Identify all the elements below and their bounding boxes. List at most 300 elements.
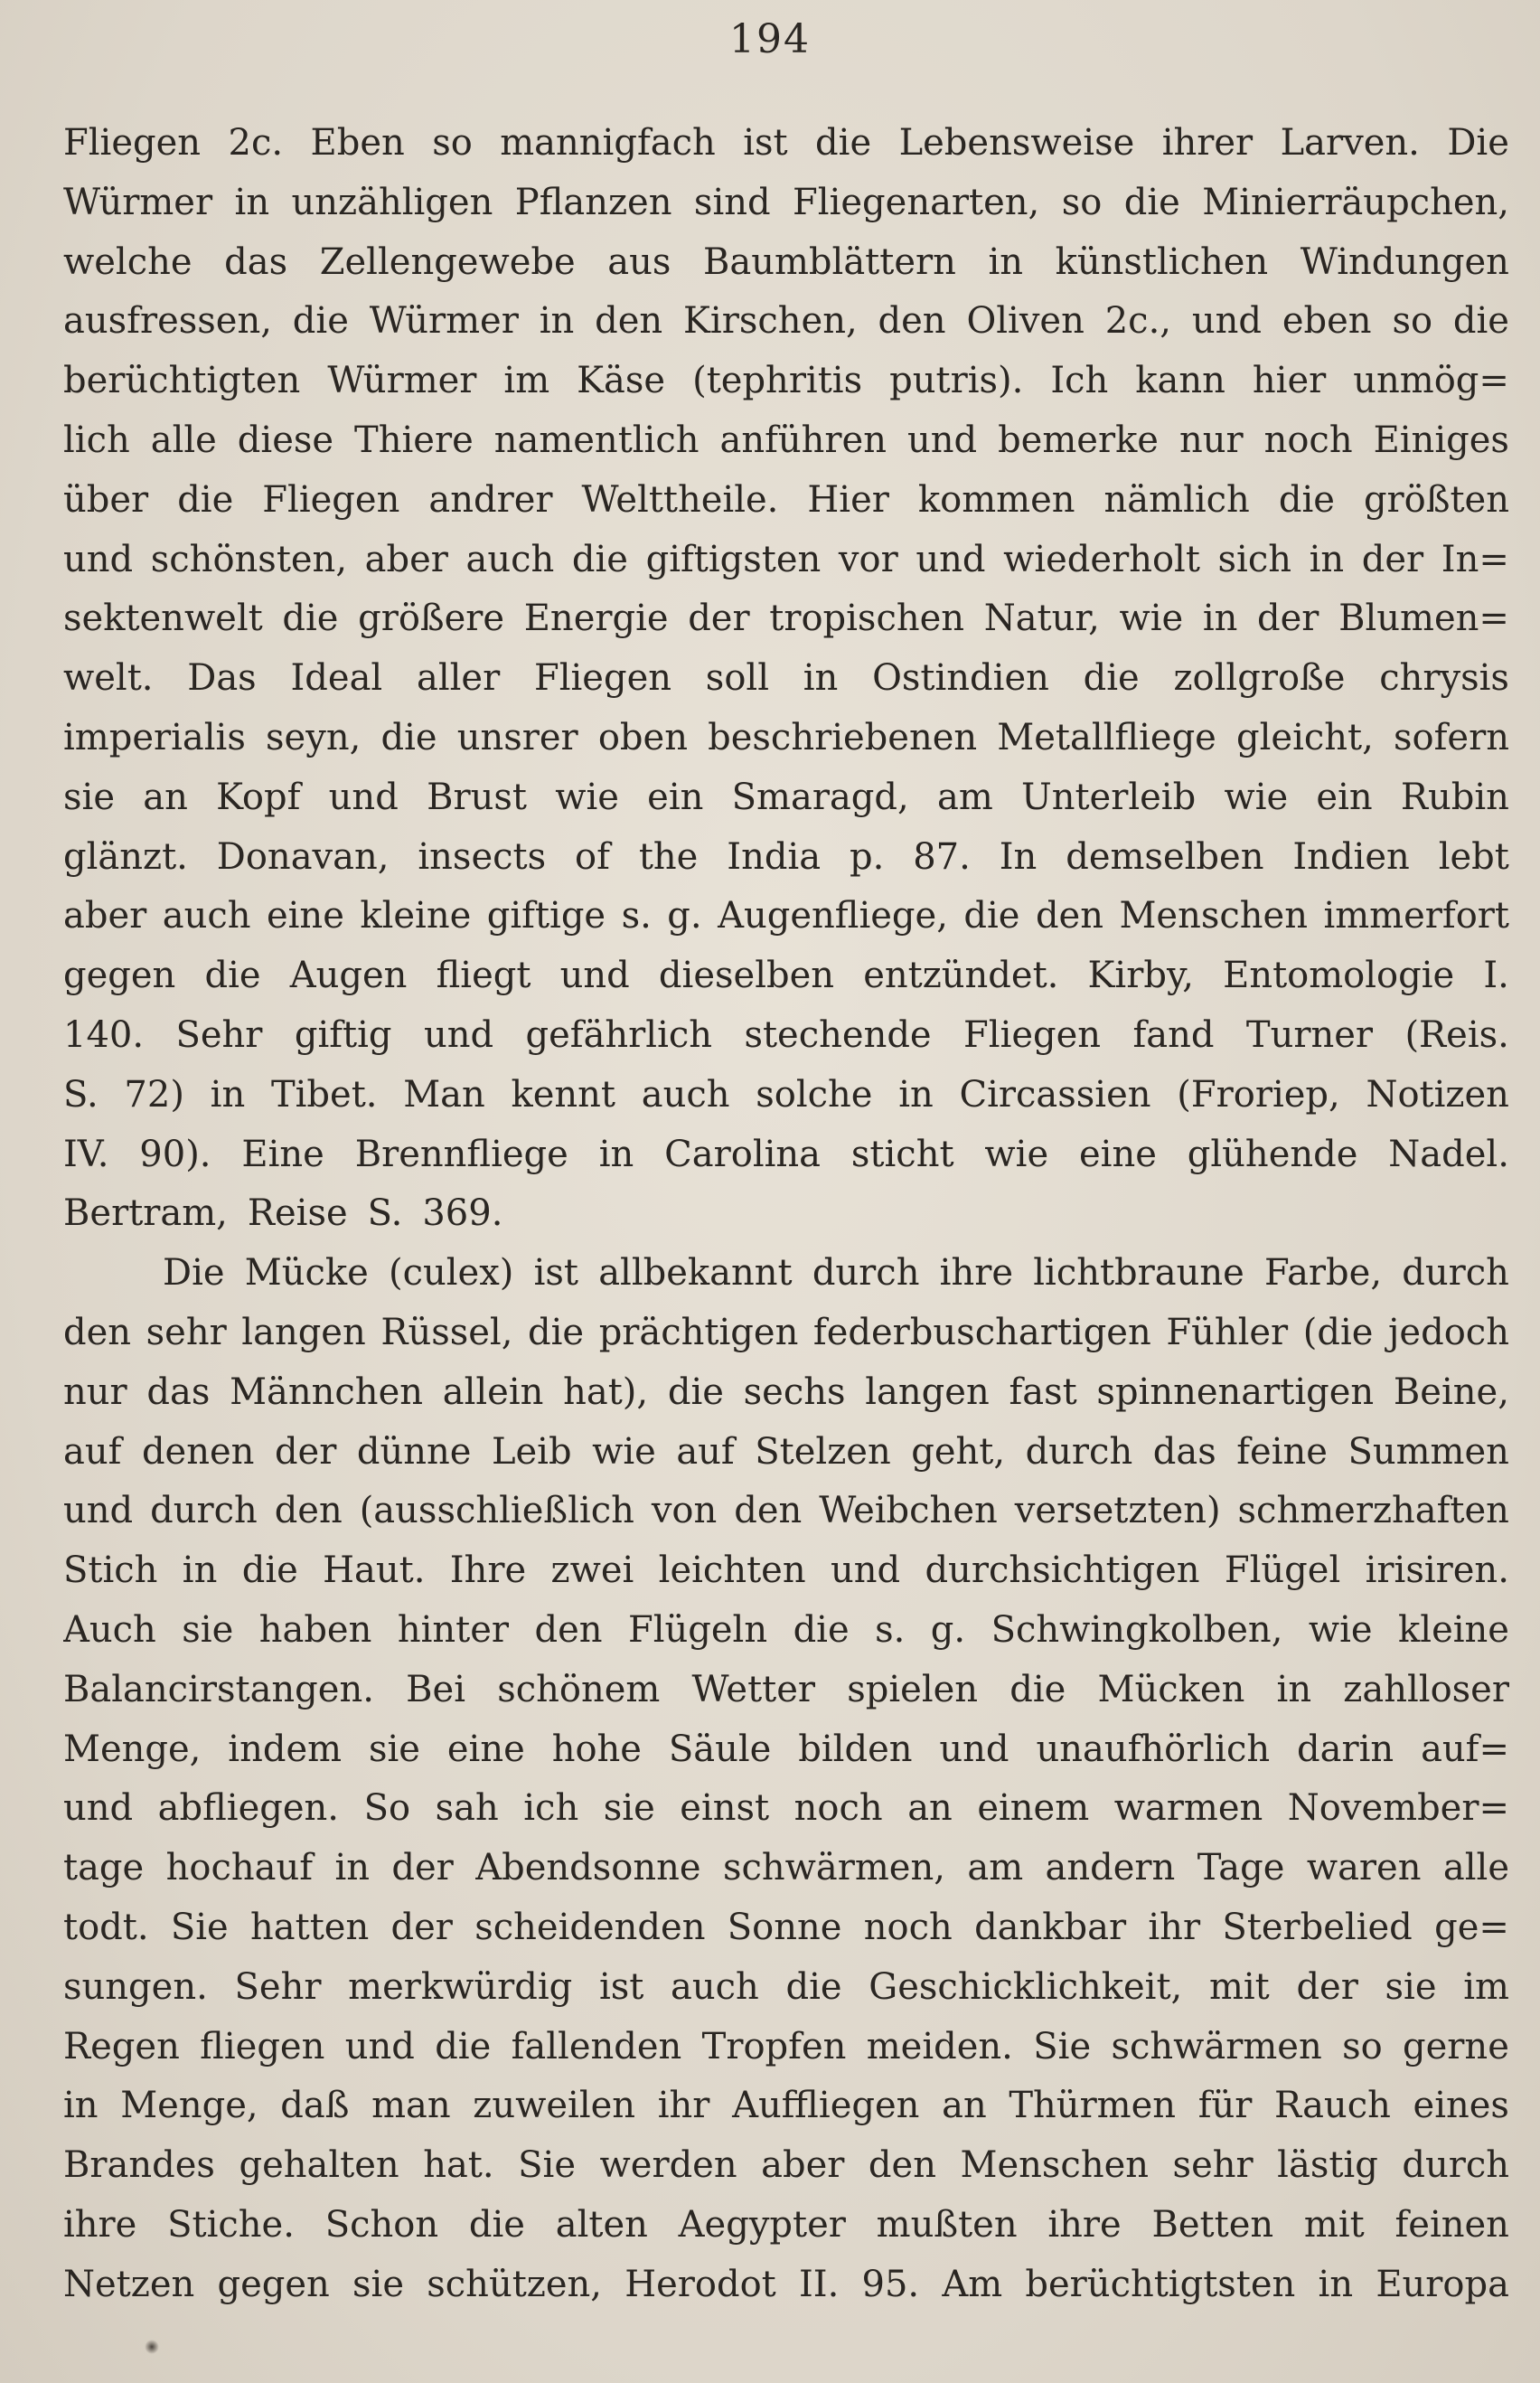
word: sektenwelt (63, 598, 263, 640)
word: Blumen= (1338, 598, 1509, 640)
word: Würmer (327, 360, 477, 402)
word: Einiges (1373, 419, 1509, 461)
word: in (234, 181, 270, 223)
word: ge= (1434, 1906, 1509, 1948)
word: die (282, 598, 339, 640)
word: daß (280, 2085, 350, 2127)
word: todt. (63, 1906, 149, 1948)
word: Menschen (1119, 895, 1308, 937)
word: Natur, (983, 598, 1100, 640)
word: zahlloser (1343, 1668, 1509, 1710)
word: (die (1302, 1311, 1374, 1353)
word: Kirschen, (683, 300, 858, 343)
word: durch (1402, 2144, 1509, 2187)
word: sofern (1394, 716, 1509, 758)
word: ist (743, 122, 788, 164)
word: alle (1442, 1847, 1509, 1889)
word: Lebensweise (898, 122, 1135, 164)
word: die (1452, 300, 1509, 343)
word: sie (352, 2263, 405, 2305)
text-line (63, 2264, 1509, 2323)
word: glänzt. (63, 835, 188, 878)
word: Menge, (120, 2085, 258, 2127)
word: giftige (486, 895, 606, 937)
word: die (1123, 181, 1180, 223)
word: solche (756, 1073, 873, 1116)
word: Farbe, (1264, 1252, 1383, 1295)
word: Fliegen (262, 478, 400, 521)
word: Turner (1245, 1013, 1374, 1056)
word: seyn, (266, 716, 362, 758)
word: soll (705, 657, 769, 700)
word: Unterleib (1021, 776, 1197, 818)
word: spielen (847, 1668, 979, 1710)
word: giftigsten (645, 538, 822, 580)
text-line (63, 2085, 1509, 2144)
text-line (63, 1787, 1509, 1847)
word: der (1296, 1965, 1358, 2008)
text-line (63, 836, 1509, 896)
word: und (63, 1490, 134, 1532)
word: aller (416, 657, 501, 700)
word: Tibet. (270, 1073, 378, 1116)
word: das (224, 240, 288, 283)
word: auf= (1421, 1728, 1509, 1770)
word: den (63, 1311, 132, 1353)
word: fliegt (436, 955, 531, 997)
text-line (63, 2204, 1509, 2264)
word: den (595, 300, 663, 343)
word: Eine (241, 1133, 324, 1175)
word: haben (258, 1608, 372, 1651)
word: Augen (289, 955, 408, 997)
word: sticht (850, 1133, 954, 1175)
word: s. (621, 895, 652, 937)
word: (ausschließlich (359, 1490, 634, 1532)
body-text (63, 122, 1509, 2322)
word: 2c., (1104, 300, 1171, 343)
word: Fliegenarten, (793, 181, 1040, 223)
word: 2c. (228, 122, 284, 164)
word: fallenden (511, 2025, 682, 2067)
word: wie (1224, 776, 1289, 818)
word: alten (555, 2203, 648, 2246)
word: dankbar (974, 1906, 1127, 1948)
word: kennt (511, 1073, 616, 1116)
word: bemerke (998, 419, 1159, 461)
word: auch (671, 1965, 759, 2008)
word: Bei (406, 1668, 465, 1710)
word: so (432, 122, 473, 164)
word: in (598, 1133, 634, 1175)
text-line (63, 300, 1509, 360)
word: wie (984, 1133, 1049, 1175)
word: imperialis (63, 716, 246, 758)
word: (Reis. (1404, 1013, 1509, 1056)
word: sungen. (63, 1965, 208, 2008)
word: s. (875, 1608, 906, 1651)
text-line (63, 598, 1509, 657)
word: lebt (1438, 835, 1509, 878)
word: an (907, 1787, 953, 1830)
word: in (1318, 2263, 1354, 2305)
word: der (688, 598, 750, 640)
word: g. (667, 895, 702, 937)
word: und (830, 1549, 901, 1592)
word: Man (403, 1073, 485, 1116)
word: größere (358, 598, 505, 640)
word: sie (603, 1787, 655, 1830)
word: und (63, 538, 134, 580)
word: Geschicklichkeit, (869, 1965, 1183, 2008)
text-line (63, 1847, 1509, 1907)
word: mit (1208, 1965, 1270, 2008)
word: den (274, 1490, 343, 1532)
word: in (63, 2085, 99, 2127)
word: am (936, 776, 993, 818)
word: den (534, 1608, 603, 1651)
word: auf (63, 1430, 122, 1473)
word: in (803, 657, 839, 700)
word: Mücke (244, 1252, 369, 1295)
word: in (1309, 538, 1345, 580)
word: tropischen (769, 598, 965, 640)
word: Circassien (959, 1073, 1151, 1116)
word: schützen, (427, 2263, 602, 2305)
word: gerne (1403, 2025, 1509, 2067)
word: S. (63, 1073, 99, 1116)
word: auch (465, 538, 555, 580)
word: November= (1287, 1787, 1509, 1830)
word: hinter (397, 1608, 510, 1651)
word: der (1257, 598, 1319, 640)
text-line (63, 2026, 1509, 2086)
word: Brandes (63, 2144, 215, 2187)
word: unzähligen (291, 181, 493, 223)
word: fliegen (200, 2025, 325, 2067)
text-line (63, 777, 1509, 836)
word: und (328, 776, 399, 818)
text-line (63, 1907, 1509, 1966)
word: berüchtigten (63, 360, 301, 402)
word: eine (266, 895, 344, 937)
word: Beine, (1393, 1370, 1509, 1413)
word: Stich (63, 1549, 158, 1592)
word: Minierräupchen, (1202, 181, 1509, 223)
word: schönem (497, 1668, 661, 1710)
word: in (988, 240, 1024, 283)
text-line (63, 1252, 1509, 1312)
word: sehr (1172, 2144, 1254, 2187)
word: die (815, 122, 872, 164)
word: lästig (1277, 2144, 1378, 2187)
word: Betten (1151, 2203, 1274, 2246)
word: aber (364, 538, 448, 580)
word: fast (1009, 1370, 1077, 1413)
word: p. (849, 835, 885, 878)
word: Sehr (234, 1965, 322, 2008)
word: Netzen (63, 2263, 195, 2305)
word: Auch (63, 1608, 156, 1651)
word: sie (368, 1728, 420, 1770)
word: Flügel (1224, 1549, 1341, 1592)
word: kleine (360, 895, 472, 937)
word: ein (647, 776, 704, 818)
text-line (63, 717, 1509, 777)
word: darin (1297, 1728, 1394, 1770)
word: geht, (911, 1430, 1006, 1473)
word: chrysis (1379, 657, 1509, 700)
word: eine (446, 1728, 525, 1770)
text-line (63, 122, 1509, 182)
word: den (734, 1490, 803, 1532)
word: das (146, 1370, 211, 1413)
word: wie (555, 776, 619, 818)
word: in (210, 1073, 246, 1116)
word: welt. (63, 657, 154, 700)
word: waren (1306, 1847, 1422, 1889)
word: Kirby, (1087, 955, 1194, 997)
word: den (1035, 895, 1103, 937)
word: wie (1119, 598, 1184, 640)
word: meiden. (866, 2025, 1013, 2067)
word: Die (1447, 122, 1509, 164)
word: in (334, 1847, 370, 1889)
word: dünne (356, 1430, 472, 1473)
word: 90). (139, 1133, 211, 1175)
word: in (1276, 1668, 1312, 1710)
word: wie (1308, 1608, 1373, 1651)
word: mannigfach (500, 122, 716, 164)
word: g. (930, 1608, 966, 1651)
word: anführen (719, 419, 887, 461)
word: die (667, 1370, 724, 1413)
word: sie (63, 776, 115, 818)
word: stechende (744, 1013, 932, 1056)
word: versetzten) (1014, 1490, 1221, 1532)
word: ist (533, 1252, 578, 1295)
word: in (539, 300, 575, 343)
word: ist (598, 1965, 644, 2008)
word: nur (1178, 419, 1244, 461)
word: unaufhörlich (1036, 1728, 1271, 1770)
word: Carolina (664, 1133, 822, 1175)
word: I. (1483, 955, 1509, 997)
word: Würmer (369, 300, 519, 343)
word: giftig (294, 1013, 392, 1056)
word: Thiere (354, 419, 474, 461)
word: Nadel. (1388, 1133, 1509, 1175)
word: ihr (1148, 1906, 1201, 1948)
word: Säule (668, 1728, 772, 1770)
word: allbekannt (598, 1252, 793, 1295)
word: künstlichen (1055, 240, 1269, 283)
word: Larven. (1280, 122, 1420, 164)
word: ihre (939, 1252, 1014, 1295)
word: gefährlich (525, 1013, 713, 1056)
word: Fliegen (963, 1013, 1102, 1056)
word: die (528, 1311, 585, 1353)
word: Smaragd, (731, 776, 909, 818)
word: durch (1402, 1252, 1509, 1295)
word: ihrer (1161, 122, 1254, 164)
word: Wetter (691, 1668, 816, 1710)
word: S. (367, 1192, 403, 1235)
text-line (63, 360, 1509, 419)
word: Tropfen (701, 2025, 847, 2067)
word: denen (141, 1430, 255, 1473)
word: vor (838, 538, 898, 580)
word: hochauf (165, 1847, 314, 1889)
word: prächtigen (598, 1311, 799, 1353)
word: einem (977, 1787, 1090, 1830)
word: den (868, 2144, 936, 2187)
text-line (63, 1192, 1509, 1252)
word: warmen (1113, 1787, 1263, 1830)
word: indem (228, 1728, 343, 1770)
word: hier (1252, 360, 1327, 402)
word: und (63, 1787, 134, 1830)
word: Aegypter (678, 2203, 846, 2246)
word: Brennfliege (354, 1133, 568, 1175)
word: lichtbraune (1033, 1252, 1244, 1295)
word: Rüssel, (380, 1311, 513, 1353)
word: Donavan, (216, 835, 390, 878)
word: die (177, 478, 234, 521)
word: die (468, 2203, 525, 2246)
page-number: 194 (729, 16, 811, 62)
word: in (898, 1073, 934, 1116)
word: die (435, 2025, 492, 2067)
word: Balancirstangen. (63, 1668, 374, 1710)
word: hohe (551, 1728, 642, 1770)
word: In= (1441, 538, 1509, 580)
word: Augenfliege, (718, 895, 948, 937)
word: scheidenden (474, 1906, 706, 1948)
word: Eben (310, 122, 405, 164)
word: Thürmen (1009, 2085, 1177, 2127)
word: 95. (861, 2263, 920, 2305)
word: so (1342, 2025, 1383, 2067)
word: Pflanzen (514, 181, 672, 223)
word: auch (162, 895, 251, 937)
word: India (727, 835, 822, 878)
word: (tephritis (692, 360, 863, 402)
word: Weibchen (819, 1490, 998, 1532)
text-line (63, 1074, 1509, 1134)
word: Das (187, 657, 257, 700)
word: schmerzhaften (1237, 1490, 1509, 1532)
word: irisiren. (1365, 1549, 1509, 1592)
word: ihre (63, 2203, 137, 2246)
word: am (967, 1847, 1024, 1889)
word: ihr (657, 2085, 710, 2127)
word: Flügeln (627, 1608, 768, 1651)
word: ihre (1047, 2203, 1122, 2246)
word: aber (761, 2144, 845, 2187)
text-line (63, 1728, 1509, 1788)
word: Tage (1197, 1847, 1285, 1889)
word: spinnenartigen (1096, 1370, 1375, 1413)
word: II. (798, 2263, 840, 2305)
word: der (390, 1906, 453, 1948)
word: ich (523, 1787, 579, 1830)
word: Bertram, (63, 1192, 228, 1235)
word: gegen (217, 2263, 330, 2305)
text-line (63, 241, 1509, 301)
word: (Froriep, (1177, 1073, 1340, 1116)
text-line (63, 1609, 1509, 1669)
word: noch (793, 1787, 883, 1830)
word: Stelzen (755, 1430, 891, 1473)
word: Sie (170, 1906, 229, 1948)
word: sehr (146, 1311, 227, 1353)
word: Ideal (290, 657, 383, 700)
word: mit (1303, 2203, 1365, 2246)
word: werden (599, 2144, 737, 2187)
word: alle (150, 419, 217, 461)
word: schönsten, (150, 538, 348, 580)
word: langen (865, 1370, 990, 1413)
word: 369. (422, 1192, 503, 1235)
word: der (391, 1847, 454, 1889)
text-line (63, 1966, 1509, 2026)
word: Oliven (966, 300, 1085, 343)
word: im (1463, 1965, 1509, 2008)
word: in (182, 1549, 218, 1592)
word: 87. (913, 835, 971, 878)
word: durchsichtigen (925, 1549, 1200, 1592)
word: fand (1132, 1013, 1215, 1056)
text-line (63, 182, 1509, 241)
word: so (1061, 181, 1103, 223)
word: Welttheile. (581, 478, 779, 521)
word: das (1152, 1430, 1216, 1473)
word: Rubin (1400, 776, 1509, 818)
word: eben (1282, 300, 1372, 343)
word: die (241, 1549, 298, 1592)
word: Sie (518, 2144, 576, 2187)
word: größten (1363, 478, 1509, 521)
word: 140. (63, 1013, 145, 1056)
word: beschriebenen (708, 716, 978, 758)
word: zwei (550, 1549, 634, 1592)
word: kleine (1398, 1608, 1509, 1651)
word: Sie (1033, 2025, 1092, 2067)
word: Menge, (63, 1728, 202, 1770)
word: Ich (1050, 360, 1109, 402)
word: Baumblättern (703, 240, 956, 283)
word: Windungen (1300, 240, 1509, 283)
word: andern (1045, 1847, 1176, 1889)
word: die (785, 1965, 842, 2008)
word: nur (63, 1370, 127, 1413)
word: auch (641, 1073, 730, 1116)
word: merkwürdig (348, 1965, 573, 2008)
word: Würmer (63, 181, 213, 223)
word: putris). (889, 360, 1024, 402)
word: und (916, 538, 986, 580)
word: noch (863, 1906, 953, 1948)
word: feinen (1394, 2203, 1509, 2246)
word: wiederholt (1003, 538, 1200, 580)
word: in (1202, 598, 1238, 640)
word: namentlich (493, 419, 700, 461)
text-line (63, 2144, 1509, 2204)
word: die (793, 1608, 850, 1651)
word: bilden (798, 1728, 913, 1770)
word: eine (1078, 1133, 1157, 1175)
